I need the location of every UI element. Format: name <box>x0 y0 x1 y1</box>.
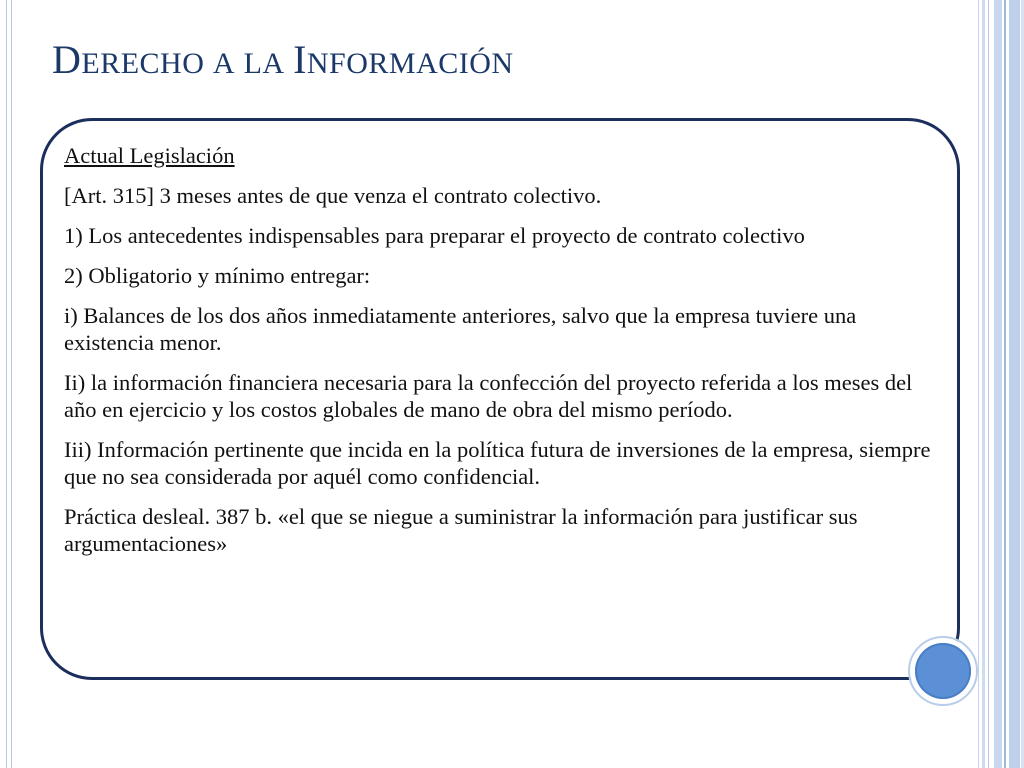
decorative-circle-icon <box>915 643 971 699</box>
slide-title: DERECHO A LA INFORMACIÓN <box>52 37 514 82</box>
left-border-line <box>6 0 7 768</box>
paragraph-item-1: 1) Los antecedentes indispensables para preparar el proyecto de contrato colectivo <box>64 223 805 248</box>
paragraph-art-315: [Art. 315] 3 meses antes de que venza el contrato colectivo. <box>64 183 602 208</box>
paragraph-item-2: 2) Obligatorio y mínimo entregar: <box>64 263 371 288</box>
left-border-line <box>11 0 12 768</box>
content-body <box>64 142 949 570</box>
paragraph-item-i: i) Balances de los dos años inmediatamente anteriores, salvo que la empresa tuviere una existencia menor. <box>64 303 857 355</box>
paragraph-item-ii: Ii) la información financiera necesaria para la confección del proyecto referida a los meses del año en ejercicio y los costos globales de mano de obra del mismo período. <box>64 370 913 422</box>
paragraph-item-iii: Iii) Información pertinente que incida en la política futura de inversiones de la empresa, siempre que no sea considerada por aquél como confidencial. <box>64 437 931 489</box>
right-decorative-stripes <box>978 0 1024 768</box>
paragraph-practica-desleal: Práctica desleal. 387 b. «el que se niegue a suministrar la información para justificar sus argumentaciones» <box>64 504 858 556</box>
section-heading: Actual Legislación <box>64 143 235 168</box>
